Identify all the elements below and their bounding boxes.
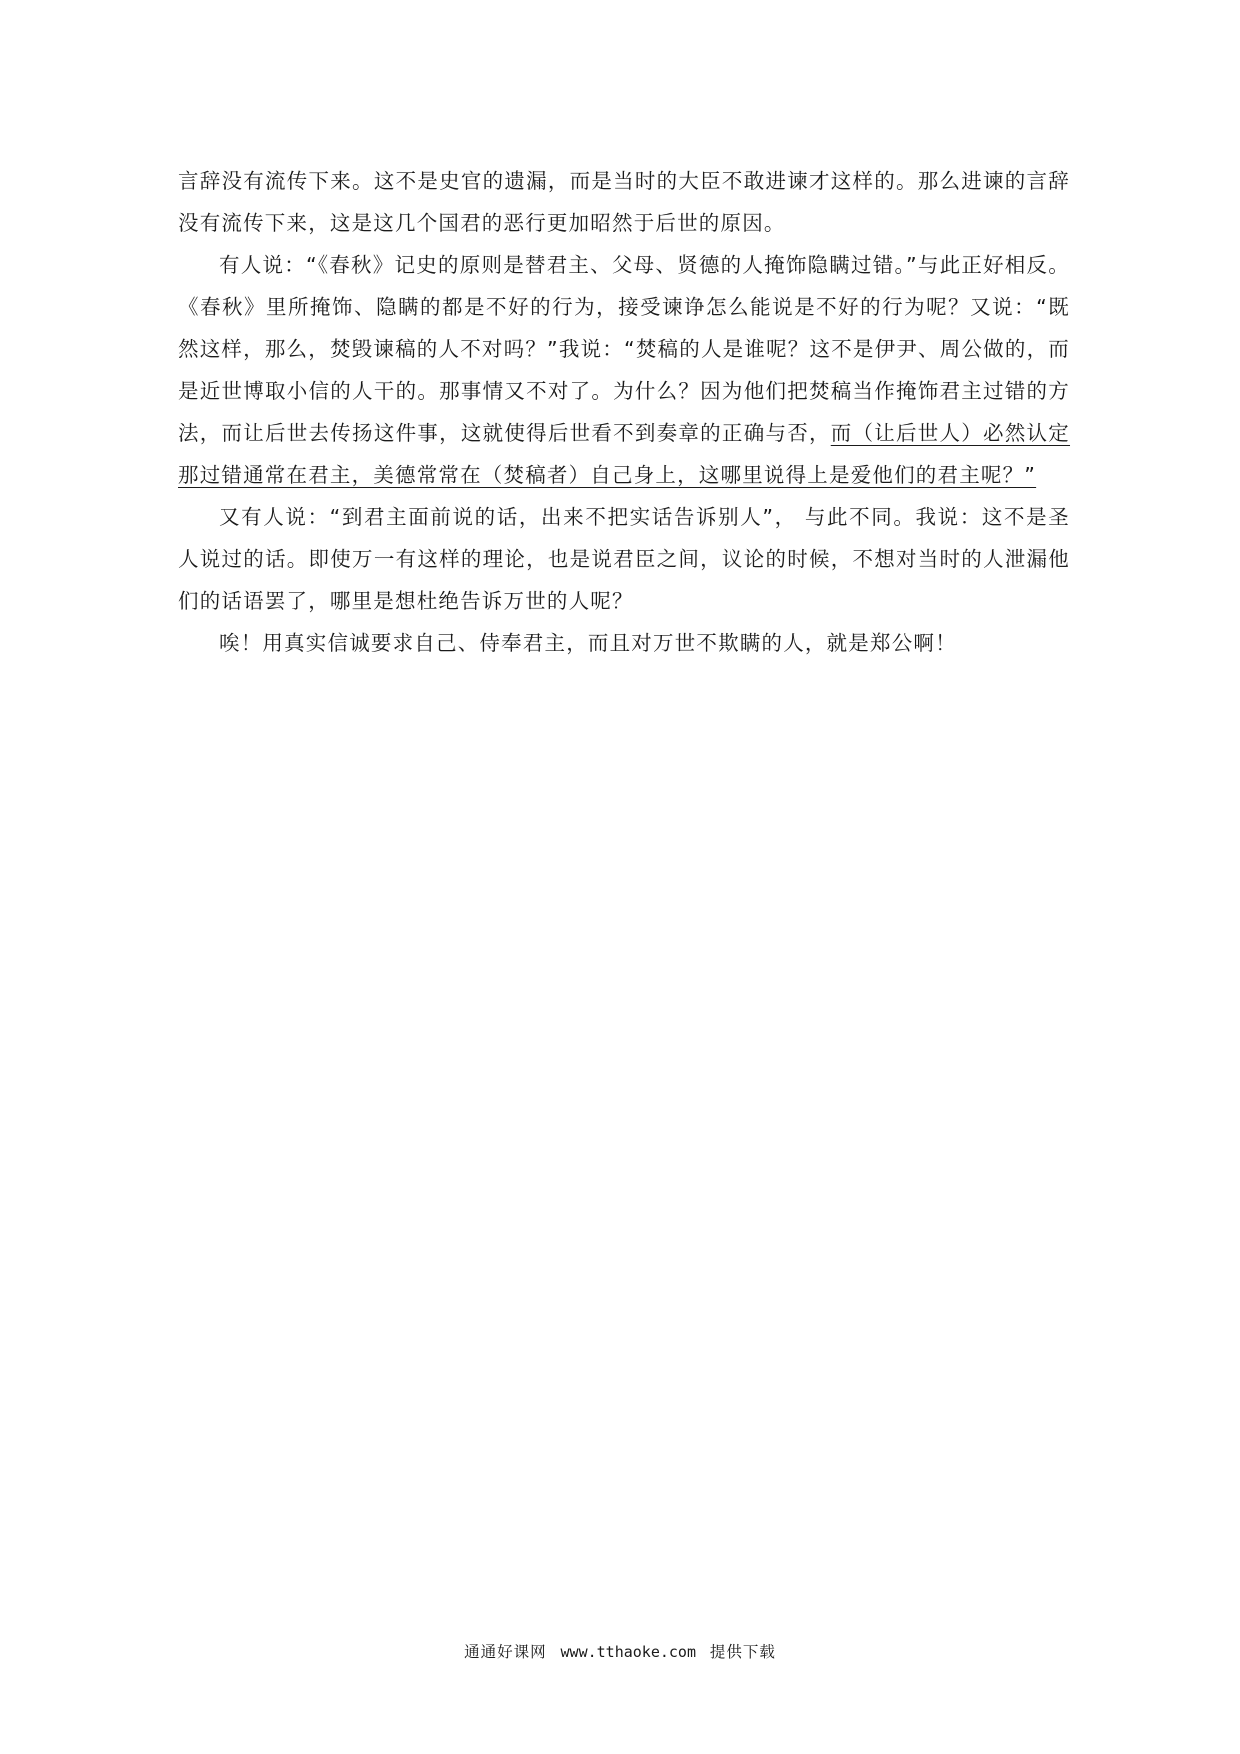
footer-site-name: 通通好课网 bbox=[464, 1643, 547, 1661]
paragraph-youren bbox=[178, 496, 1070, 622]
paragraph-chunqiu bbox=[178, 244, 1070, 496]
paragraph-continuation bbox=[178, 160, 1070, 244]
paragraph-text: 有人说：“《春秋》记史的原则是替君主、父母、贤德的人掩饰隐瞒过错。”与此正好相反。《春秋》里所掩饰、隐瞒的都是不好的行为，接受谏诤怎么能说是不好的行为呢？又说：“既然这样，那么，焚毁谏稿的人不对吗？”我说：“焚稿的人是谁呢？这不是伊尹、周公做的，而是近世博取小信的人干的。那事情又不对了。为什么？因为他们把焚稿当作掩饰君主过错的方法，而让后世去传扬这件事，这就使得后世看不到奏章的正确与否， bbox=[178, 253, 1070, 445]
paragraph-text: 唉！用真实信诚要求自己、侍奉君主，而且对万世不欺瞒的人，就是郑公啊！ bbox=[219, 631, 957, 655]
paragraph-conclusion bbox=[178, 622, 1070, 664]
paragraph-text: 又有人说：“到君主面前说的话，出来不把实话告诉别人”， 与此不同。我说：这不是圣人说过的话。即使万一有这样的理论，也是说君臣之间，议论的时候，不想对当时的人泄漏他们的话语罢了，哪里是想杜绝告诉万世的人呢？ bbox=[178, 505, 1070, 613]
footer-suffix: 提供下载 bbox=[709, 1643, 776, 1661]
paragraph-text: 言辞没有流传下来。这不是史官的遗漏，而是当时的大臣不敢进谏才这样的。那么进谏的言辞没有流传下来，这是这几个国君的恶行更加昭然于后世的原因。 bbox=[178, 169, 1070, 235]
page-footer bbox=[0, 1640, 1240, 1662]
footer-url-link[interactable]: www.tthaoke.com bbox=[560, 1643, 696, 1661]
underlined-passage: 而（让后世人）必然认定那过错通常在君主，美德常常在（焚稿者）自己身上，这哪里说得上是爱他们的君主呢？” bbox=[178, 421, 1071, 487]
document-body bbox=[178, 160, 1070, 664]
